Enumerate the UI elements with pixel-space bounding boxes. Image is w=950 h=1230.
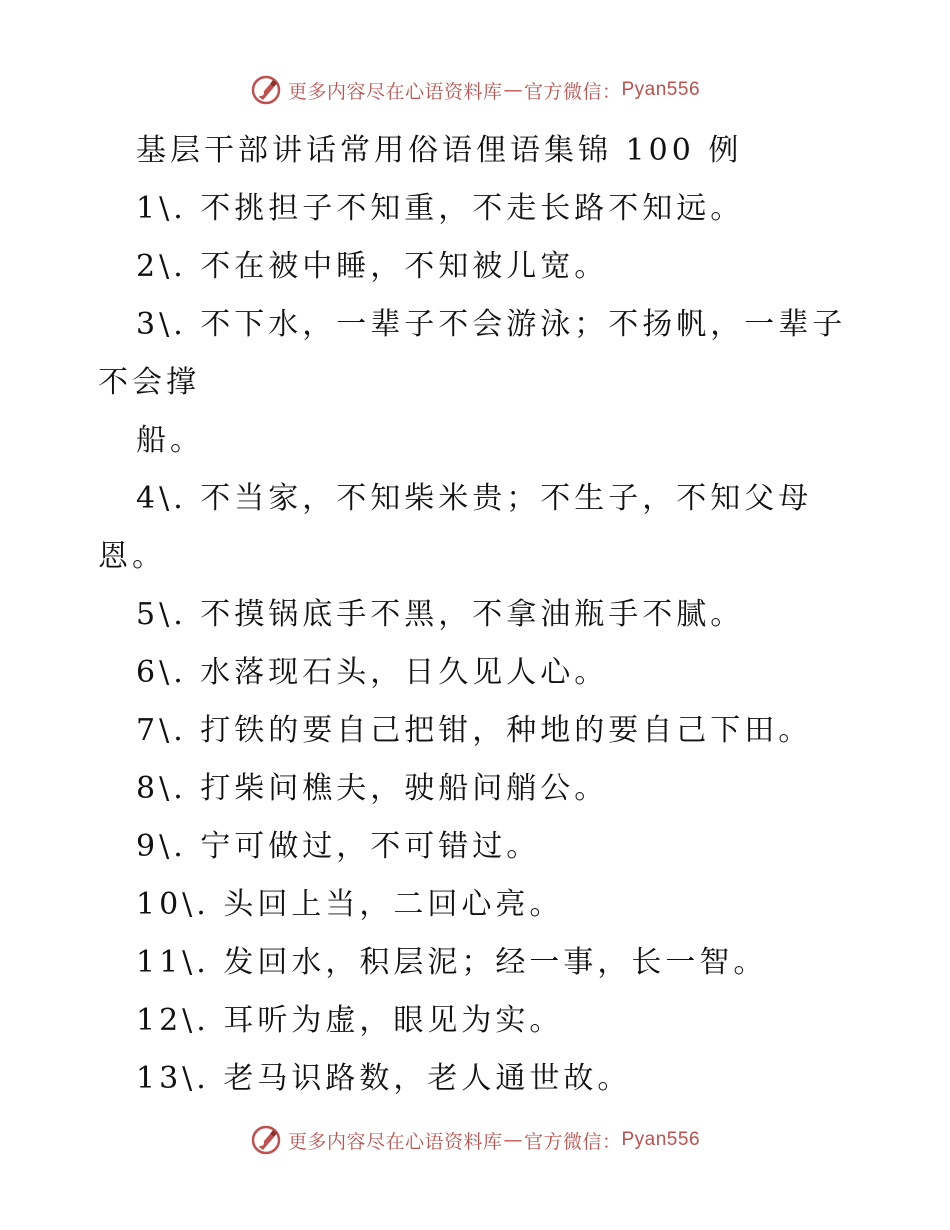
footer-banner-label: 官方微信： (523, 1130, 622, 1153)
header-banner-id: Pyan556 (621, 79, 701, 100)
pen-logo-icon (250, 74, 282, 106)
list-item: 13\. 老马识路数，老人通世故。 (136, 1061, 632, 1096)
list-item: 9\. 宁可做过，不可错过。 (136, 829, 541, 864)
footer-banner (0, 1120, 950, 1160)
header-banner-text: 更多内容尽在心语资料库 (287, 80, 503, 103)
document-body (0, 122, 950, 1108)
list-item: 4\. 不当家，不知柴米贵；不生子，不知父母 (136, 481, 813, 516)
list-item: 8\. 打柴问樵夫，驶船问艄公。 (136, 771, 609, 806)
list-item: 6\. 水落现石头，日久见人心。 (136, 655, 609, 690)
header-banner (0, 70, 950, 110)
list-item: 11\. 发回水，积层泥；经一事，长一智。 (136, 945, 768, 980)
list-item-continuation: 恩。 (98, 539, 166, 574)
list-item: 2\. 不在被中睡，不知被儿宽。 (136, 249, 609, 284)
list-item: 7\. 打铁的要自己把钳，种地的要自己下田。 (136, 713, 813, 748)
header-banner-dash: — (503, 79, 523, 101)
list-item: 5\. 不摸锅底手不黑，不拿油瓶手不腻。 (136, 597, 745, 632)
footer-banner-id: Pyan556 (621, 1129, 701, 1150)
list-item: 1\. 不挑担子不知重，不走长路不知远。 (136, 191, 745, 226)
header-banner-label: 官方微信： (523, 80, 622, 103)
pen-logo-icon (250, 1124, 282, 1156)
list-item: 3\. 不下水，一辈子不会游泳；不扬帆，一辈子 (136, 307, 847, 342)
footer-banner-text: 更多内容尽在心语资料库 (287, 1130, 503, 1153)
list-item: 12\. 耳听为虚，眼见为实。 (136, 1003, 564, 1038)
footer-banner-dash: — (503, 1129, 523, 1151)
document-title: 基层干部讲话常用俗语俚语集锦 100 例 (136, 133, 743, 168)
list-item-continuation: 不会撑 (98, 365, 200, 400)
list-item: 10\. 头回上当，二回心亮。 (136, 887, 564, 922)
list-item-continuation: 船。 (136, 423, 204, 458)
